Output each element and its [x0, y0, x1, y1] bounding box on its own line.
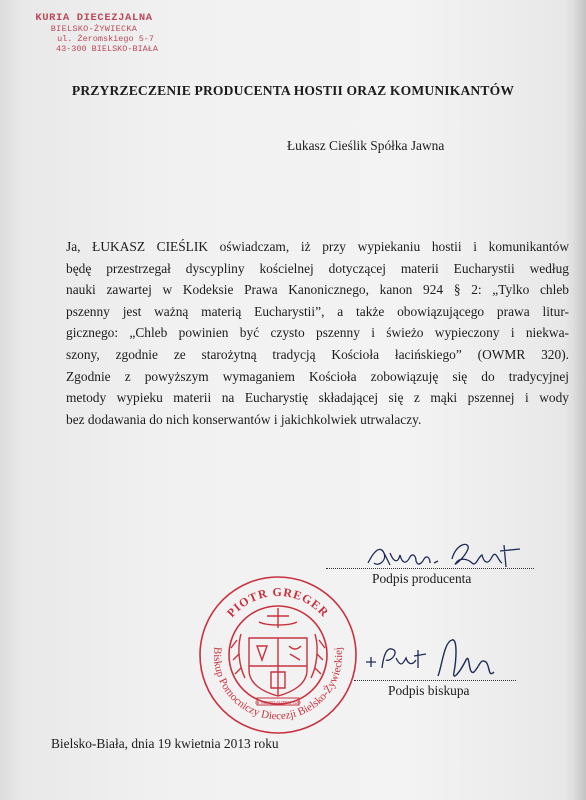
seal-banner-text: IN VERBO AUTEM TUO — [255, 700, 301, 705]
body-line: gicznego: „Chleb powinien być czysto pszenny i świeżo wypieczony i niekwa- — [66, 325, 569, 341]
seal-top-text: PIOTR GREGER — [223, 584, 333, 620]
producer-signature-label: Podpis producenta — [372, 571, 472, 586]
bishop-signature-line — [354, 680, 516, 681]
coat-of-arms-icon — [231, 608, 325, 696]
body-line: metody wypieku materii na Eucharystię składającej się z mąki pszennej i wody — [66, 390, 569, 406]
company-name: Łukasz Cieślik Spółka Jawna — [287, 138, 445, 153]
date-line: Bielsko-Biała, dnia 19 kwietnia 2013 roku — [51, 736, 279, 751]
body-line: pszenny jest ważną materią Eucharystii”, a także obowiązującego prawa litur- — [66, 303, 569, 319]
stamp-line-4: 43-300 BIELSKO-BIAŁA — [55, 44, 158, 54]
body-line: bez dodawania do nich konserwantów i jakichkolwiek utrwalaczy. — [66, 411, 422, 427]
stamp-line-1: KURIA DIECEZJALNA — [35, 12, 153, 24]
stamp-line-3: ul. Żeromskiego 5-7 — [57, 34, 154, 44]
bishop-signature-label: Podpis biskupa — [388, 683, 470, 698]
bishop-seal — [197, 574, 359, 736]
body-line: Ja, ŁUKASZ CIEŚLIK oświadczam, iż przy wypiekaniu hostii i komunikantów — [66, 239, 569, 254]
body-line: szony, zgodnie ze starożytną tradycją Kościoła łacińskiego” (OWMR 320). — [66, 346, 569, 362]
body-line: nauki zawartej w Kodeksie Prawa Kanonicznego, kanon 924 § 2: „Tylko chleb — [66, 282, 569, 298]
producer-signature-line — [326, 568, 534, 569]
body-line: będę przestrzegał dyscypliny kościelnej dotyczącej materii Eucharystii według — [66, 260, 569, 276]
declaration-body — [66, 236, 569, 430]
seal-ring-text: Biskup Pomocniczy Diecezji Bielsko-Żywieckiej — [210, 646, 346, 723]
stamp-line-2: BIELSKO-ŻYWIECKA — [50, 24, 138, 34]
curia-address-stamp — [30, 12, 158, 54]
page-edge — [572, 0, 586, 800]
document-title: PRZYRZECZENIE PRODUCENTA HOSTII ORAZ KOMUNIKANTÓW — [71, 83, 515, 98]
body-line: Zgodnie z powyższym wymaganiem Kościoła zobowiązuję się do tradycyjnej — [66, 368, 569, 384]
